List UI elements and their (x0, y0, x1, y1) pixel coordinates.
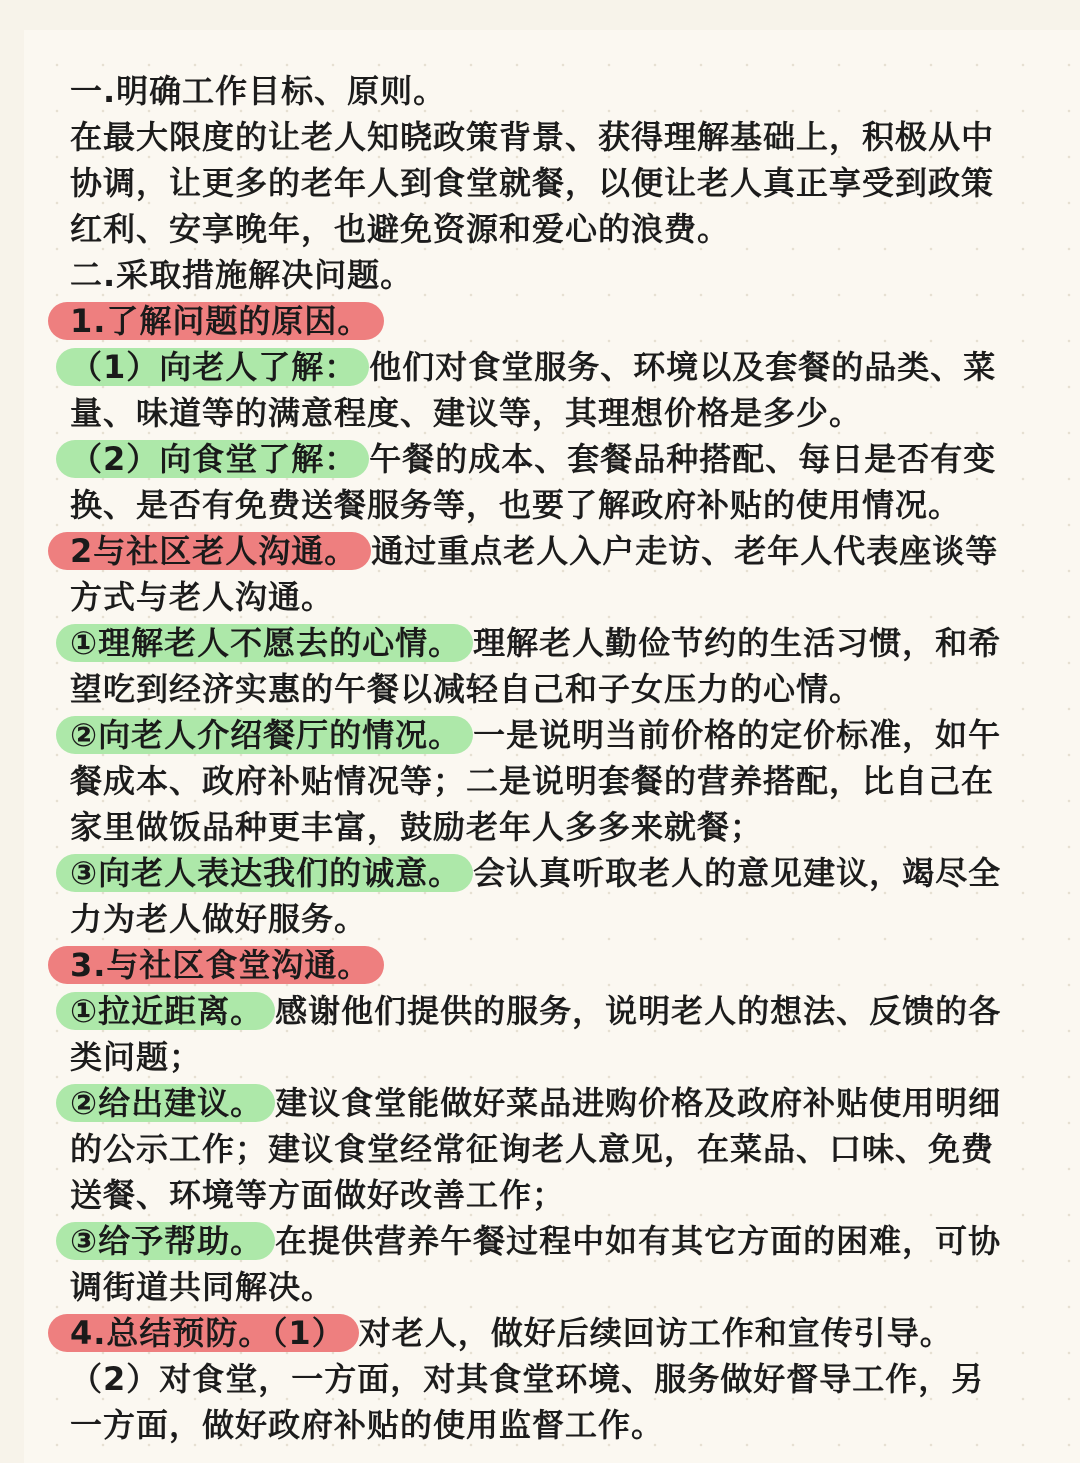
item-1-2-text: 午餐的成本、套餐品种搭配、每日是否有变 (369, 440, 997, 478)
heading-2: 二.采取措施解决问题。 (70, 256, 414, 294)
item-3-3-label: ③给予帮助。 (56, 1222, 275, 1260)
item-line (70, 620, 1060, 666)
paragraph-line: 望吃到经济实惠的午餐以减轻自己和子女压力的心情。 (70, 670, 863, 708)
item-1-2-label: （2）向食堂了解： (56, 440, 369, 478)
paragraph-line: 餐成本、政府补贴情况等；二是说明套餐的营养搭配，比自己在 (70, 762, 995, 800)
paragraph-line: 调街道共同解决。 (70, 1268, 335, 1306)
item-line (70, 712, 1060, 758)
paragraph-line: （2）对食堂，一方面，对其食堂环境、服务做好督导工作，另 (70, 1360, 985, 1398)
paragraph-line: 力为老人做好服务。 (70, 900, 368, 938)
item-2-1-text: 理解老人勤俭节约的生活习惯，和希 (473, 624, 1002, 662)
section-2-text: 通过重点老人入户走访、老年人代表座谈等 (371, 532, 999, 570)
item-2-2-label: ②向老人介绍餐厅的情况。 (56, 716, 473, 754)
paragraph-line: 协调，让更多的老年人到食堂就餐，以便让老人真正享受到政策 (70, 164, 995, 202)
paragraph-line: 方式与老人沟通。 (70, 578, 335, 616)
section-2-line (70, 528, 1060, 574)
section-2-title: 2与社区老人沟通。 (48, 532, 371, 570)
paragraph-line: 送餐、环境等方面做好改善工作； (70, 1176, 566, 1214)
item-2-1-label: ①理解老人不愿去的心情。 (56, 624, 473, 662)
item-1-1-text: 他们对食堂服务、环境以及套餐的品类、菜 (369, 348, 997, 386)
item-line (70, 344, 1060, 390)
item-2-2-text: 一是说明当前价格的定价标准，如午 (473, 716, 1002, 754)
section-3-title: 3.与社区食堂沟通。 (48, 946, 384, 984)
item-line (70, 1080, 1060, 1126)
paragraph-line: 一方面，做好政府补贴的使用监督工作。 (70, 1406, 665, 1444)
section-4-title: 4.总结预防。（1） (48, 1314, 359, 1352)
section-1-title: 1.了解问题的原因。 (48, 302, 384, 340)
item-line (70, 988, 1060, 1034)
section-4-text: 对老人，做好后续回访工作和宣传引导。 (358, 1314, 953, 1352)
paragraph-line: 红利、安享晚年，也避免资源和爱心的浪费。 (70, 210, 731, 248)
item-2-3-text: 会认真听取老人的意见建议，竭尽全 (473, 854, 1002, 892)
item-2-3-label: ③向老人表达我们的诚意。 (56, 854, 473, 892)
item-line (70, 436, 1060, 482)
document-body (70, 68, 1060, 1448)
item-3-1-text: 感谢他们提供的服务，说明老人的想法、反馈的各 (275, 992, 1002, 1030)
section-1-line (70, 298, 1060, 344)
item-3-2-text: 建议食堂能做好菜品进购价格及政府补贴使用明细 (275, 1084, 1002, 1122)
item-3-3-text: 在提供营养午餐过程中如有其它方面的困难，可协 (275, 1222, 1002, 1260)
section-4-line (70, 1310, 1060, 1356)
item-line (70, 1218, 1060, 1264)
item-3-1-label: ①拉近距离。 (56, 992, 275, 1030)
note-page (24, 30, 1080, 1463)
paragraph-line: 量、味道等的满意程度、建议等，其理想价格是多少。 (70, 394, 863, 432)
heading-1: 一.明确工作目标、原则。 (70, 72, 447, 110)
item-3-2-label: ②给出建议。 (56, 1084, 275, 1122)
paragraph-line: 家里做饭品种更丰富，鼓励老年人多多来就餐； (70, 808, 764, 846)
paragraph-line: 类问题； (70, 1038, 203, 1076)
paragraph-line: 的公示工作；建议食堂经常征询老人意见，在菜品、口味、免费 (70, 1130, 995, 1168)
section-3-line (70, 942, 1060, 988)
paragraph-line: 在最大限度的让老人知晓政策背景、获得理解基础上，积极从中 (70, 118, 995, 156)
item-line (70, 850, 1060, 896)
paragraph-line: 换、是否有免费送餐服务等，也要了解政府补贴的使用情况。 (70, 486, 962, 524)
item-1-1-label: （1）向老人了解： (56, 348, 369, 386)
